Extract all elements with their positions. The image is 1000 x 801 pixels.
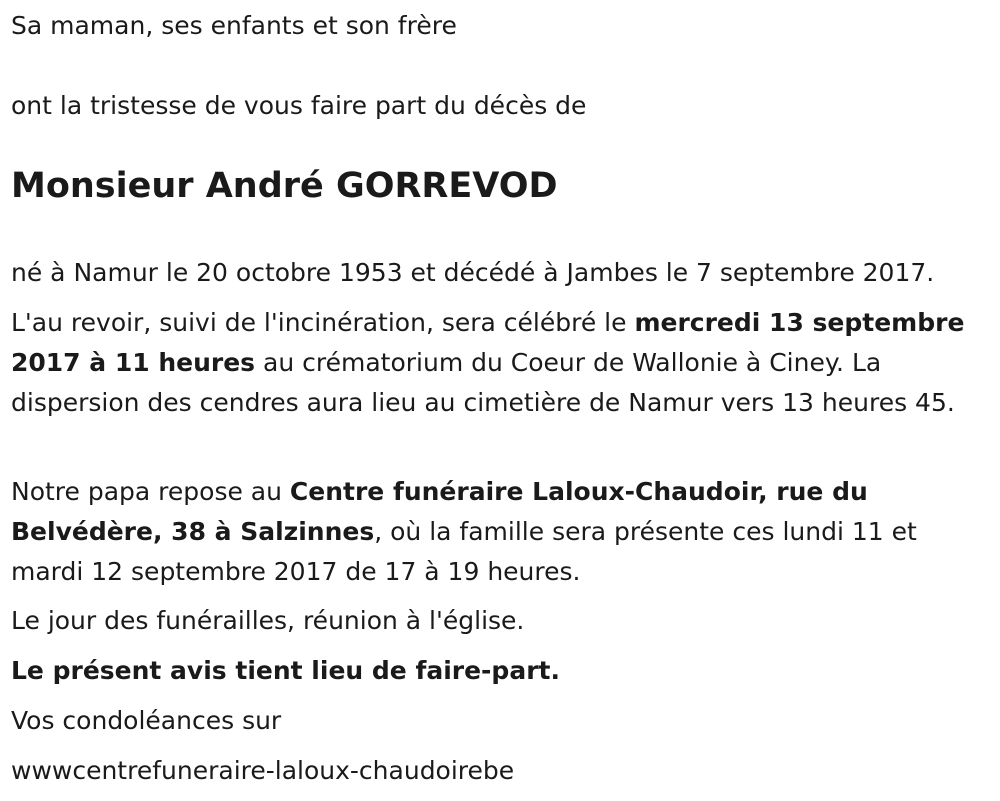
ceremony-text-start: L'au revoir, suivi de l'incinération, sera célébré le xyxy=(11,308,635,337)
ceremony-paragraph xyxy=(11,303,991,423)
reunion-line: Le jour des funérailles, réunion à l'église. xyxy=(11,606,525,635)
birth-death-details: né à Namur le 20 octobre 1953 et décédé à Jambes le 7 septembre 2017. xyxy=(11,258,935,287)
ceremony-text-end: au crématorium du Coeur de Wallonie à Ciney. La dispersion des cendres aura lieu au cimetière de Namur vers 13 heures 45. xyxy=(11,348,955,417)
visitation-text-end: , où la famille sera présente ces lundi 11 et mardi 12 septembre 2017 de 17 à 19 heures. xyxy=(11,517,917,586)
visitation-paragraph xyxy=(11,472,971,592)
condolences-label: Vos condoléances sur xyxy=(11,706,282,735)
condolences-website: wwwcentrefuneraire-laloux-chaudoirebe xyxy=(11,756,515,785)
visitation-text-start: Notre papa repose au xyxy=(11,477,290,506)
deceased-name: Monsieur André GORREVOD xyxy=(11,166,558,206)
funeral-home-address: Centre funéraire Laloux-Chaudoir, rue du Belvédère, 38 à Salzinnes xyxy=(11,477,868,546)
intro-line-family: Sa maman, ses enfants et son frère xyxy=(11,11,457,40)
notice-statement: Le présent avis tient lieu de faire-part. xyxy=(11,656,560,685)
ceremony-date: mercredi 13 septembre 2017 à 11 heures xyxy=(11,308,965,377)
intro-line-announcement: ont la tristesse de vous faire part du décès de xyxy=(11,91,587,120)
